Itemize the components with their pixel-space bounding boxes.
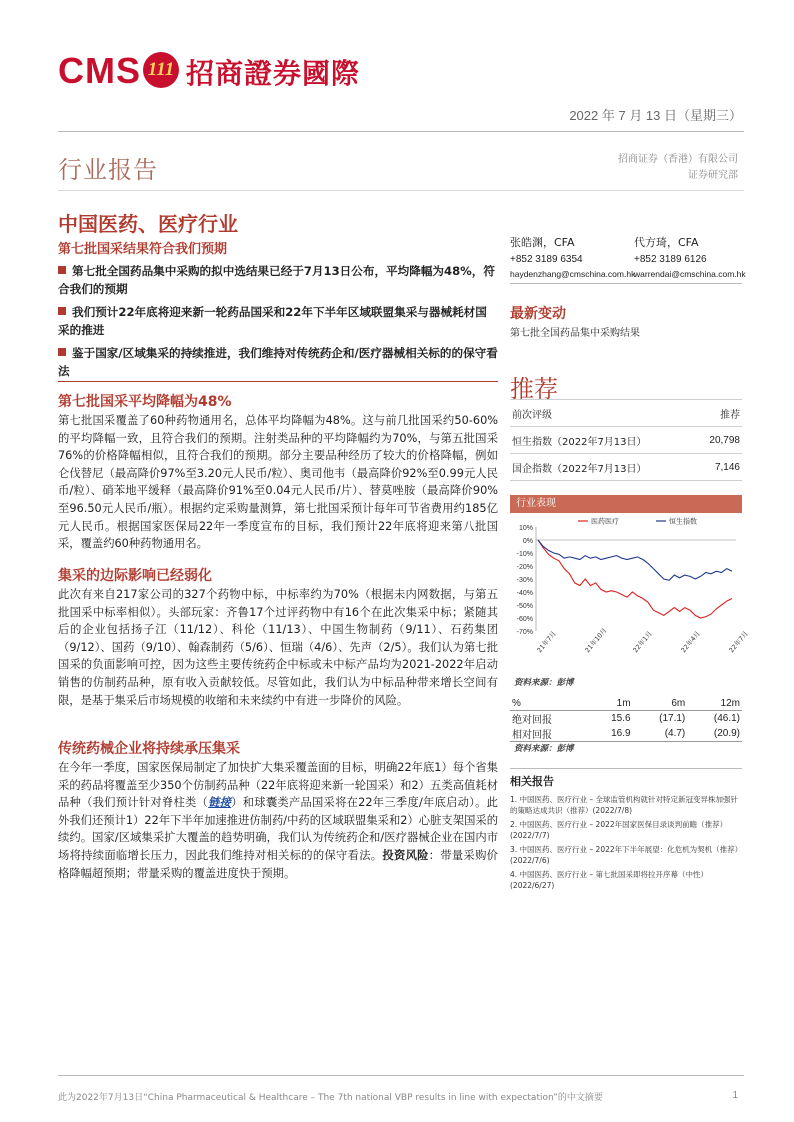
y-tick-label: -60% [516,616,533,623]
returns-row: 绝对回报 15.6 (17.1) (46.1) [512,713,740,726]
y-tick-label: 0% [522,538,533,545]
key-point: 鉴于国家/区域集采的持续推进，我们维持对传统药企和/医疗器械相关标的的保守看法 [58,346,498,378]
bullet-square-icon [58,307,66,315]
series-line-pharma [538,540,732,618]
section-body: 第七批国采覆盖了60种药物通用名，总体平均降幅为48%。这与前几批国采约50-60%的平均降幅一致，且符合我们的预期。注射类品种的平均降幅约为70%，与第五批国采76%的价格降幅相似，且符合我们的预期。部分主要品种经历了较大的价格降幅，例如仑伐替尼（最高降价97%至3.20元人民币/粒）、奥司他韦（最高降价92%至0.99元人民币/粒）、硝苯地平缓释（最高降价91%至0.04元人民币/片）、替莫唑胺（最高降价90%至96.50元人民币/瓶）。根据约定采购量测算，第七批国采预计每年可节省费用约185亿元人民币。根据国家医保局22年一季度宣布的目标，我们预计22年底将迎来第八批国采，覆盖约60种药物通用名。 [58,414,498,551]
legend-label: 医药医疗 [591,517,619,526]
analysts [510,234,746,284]
x-tick-label: 22年4月 [679,629,702,655]
latest-change-text: 第七批全国药品集中采购结果 [510,328,640,339]
section-heading: 传统药械企业将持续承压集采 [58,741,240,757]
returns-source: 资料来源：彭博 [514,744,574,754]
report-type: 行业报告 [58,156,158,184]
page-subtitle: 第七批国采结果符合我们预期 [58,242,228,257]
related-report-link[interactable]: 2. 中国医药、医疗行业 – 2022年国家医保目录谈判前瞻（推荐）(2022/7/7) [510,820,728,840]
y-tick-label: -40% [516,590,533,597]
related-report-link[interactable]: 4. 中国医药、医疗行业 – 第七批国采即将拉开序幕（中性）(2022/6/27) [510,870,709,890]
logo-cms-text: CMS [58,50,141,91]
related-report-link[interactable]: 3. 中国医药、医疗行业 – 2022年下半年展望：化危机为契机（推荐）(2022/7/6) [510,845,739,865]
analyst-emails-row [510,269,746,279]
analyst-name: 张皓渊，CFA [510,236,575,249]
rating-table [510,399,742,481]
legend-label: 恒生指数 [669,517,697,526]
footer-divider [58,1075,744,1076]
logo-mark-icon: 111 [143,52,179,88]
related-report-link[interactable]: 1. 中国医药、医疗行业 – 全球监管机构就针对特定新冠变异株加强针的策略达成共识（推荐）(2022/7/8) [510,795,739,815]
y-tick-label: 10% [518,525,533,532]
section-body: 在今年一季度，国家医保局制定了加快扩大集采覆盖面的目标，明确22年底1）每个省集采的药品将覆盖至少350个仿制药品种（22年底将迎来新一轮国采）和2）五类高值耗材品种（我们预计针对脊柱类（链接）和球囊类产品国采将在22年三季度/年底启动）。此外我们还预计1）22年下半年加速推进仿制药/中药的区域联盟集采和2）心脏支架国采的续约。国家/区域集采扩大覆盖的趋势明确，我们认为传统药企和/医疗器械企业在国内市场将持续面临增长压力，因此我们维持对相关标的的保守看法。投资风险：带量采购价格降幅超预期；带量采购的覆盖进度快于预期。 [58,761,498,880]
y-tick-label: -70% [516,629,533,636]
section-body: 此次有来自217家公司的327个药物中标，中标率约为70%（根据未内网数据，与第五批国采中标率相似）。头部玩家：齐鲁17个过评药物中有16个在此次集采中标；紧随其后的企业包括扬子江（11/12）、科伦（11/13）、中国生物制药（9/11）、石药集团（9/12）、国药（9/10）、翰森制药（5/6）、恒瑞（4/6）、先声（2/5）。我们认为第七批国采的负面影响可控，因为这些主要传统药企中标或未中标产品均为2021-2022年启动销售的仿制药品种，原有收入贡献较低。尽管如此，我们认为中标品种带来增长空间有限，是基于集采后市场规模的收缩和未来续约中有进一步降价的风险。 [58,588,498,707]
analyst-email[interactable]: haydenzhang@cmschina.com.hk [510,269,636,279]
rating-row: 恒生指数（2022年7月13日） 20,798 [510,427,742,454]
analyst-name: 代方琦，CFA [634,236,699,249]
industry-performance-title: 行业表现 [510,495,742,513]
x-tick-label: 22年7月 [727,629,750,655]
series-line-hsi [538,540,732,580]
title-divider [58,190,744,191]
header-divider [58,131,744,132]
key-point: 第七批全国药品集中采购的拟中选结果已经于7月13日公布，平均降幅为48%，符合我们的预期 [58,264,495,296]
page-number: 1 [732,1090,738,1101]
x-tick-label: 21年7月 [535,629,558,655]
section-marginal-impact [58,565,498,709]
bullet-square-icon [58,266,66,274]
y-tick-label: -50% [516,603,533,610]
logo-chinese-name: 招商證券國際 [186,57,361,90]
risk-label: 投资风险 [382,848,429,862]
section-vbp-price-cut [58,391,498,553]
key-points [58,262,498,385]
section-heading: 集采的边际影响已经弱化 [58,568,212,584]
rating-row: 国企指数（2022年7月13日） 7,146 [510,454,742,481]
latest-change-heading: 最新变动 [510,306,566,322]
section-heading: 第七批国采平均降幅为48% [58,394,232,410]
report-date: 2022 年 7 月 13 日（星期三） [569,108,742,123]
related-reports [510,768,742,894]
report-link[interactable]: 链接 [208,796,232,810]
returns-table [510,696,742,742]
y-tick-label: -10% [516,551,533,558]
related-heading: 相关报告 [510,775,554,788]
returns-row: 相对回报 16.9 (4.7) (20.9) [512,728,740,741]
org-department: 证券研究部 [688,170,738,181]
analyst-phone: +852 3189 6354 [510,254,583,265]
y-tick-label: -20% [516,564,533,571]
analyst-divider [510,283,742,284]
analyst-names-row [510,234,742,250]
bullet-square-icon [58,348,66,356]
bullets-divider [58,381,498,382]
section-pressure [58,738,498,882]
page-title: 中国医药、医疗行业 [58,212,238,236]
analyst-phone: +852 3189 6126 [634,254,707,265]
performance-chart [510,513,750,673]
related-divider [510,768,742,769]
returns-header-row: % 1m 6m 12m [512,697,740,709]
key-point: 我们预计22年底将迎来新一轮药品国采和22年下半年区域联盟集采与器械耗材国采的推进 [58,305,487,337]
footer-note: 此为2022年7月13日“China Pharmaceutical & Healthcare – The 7th national VBP results in line with expectation”的中文摘要 [58,1093,603,1103]
y-tick-label: -30% [516,577,533,584]
rating-row: 前次评级 推荐 [510,400,742,427]
analyst-phones-row [510,254,742,265]
org-name: 招商证券（香港）有限公司 [618,154,738,165]
performance-chart-svg [510,513,750,673]
analyst-email[interactable]: warrendai@cmschina.com.hk [634,269,746,279]
x-tick-label: 22年1月 [631,629,654,655]
x-tick-label: 21年10月 [583,626,609,655]
chart-source: 资料来源：彭博 [514,678,574,688]
recommendation: 推荐 [510,375,558,403]
